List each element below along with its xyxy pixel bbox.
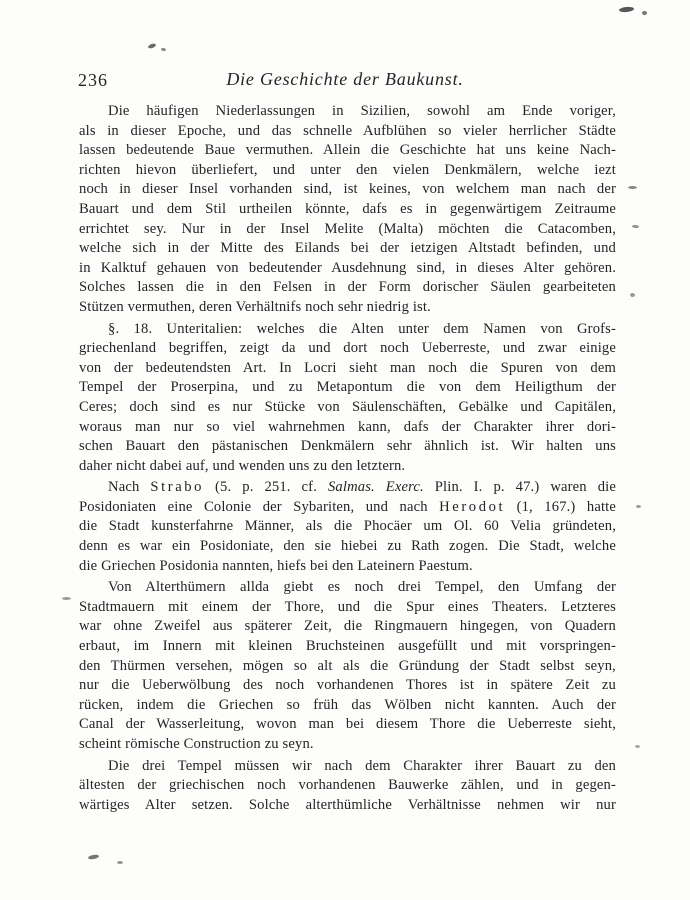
text-line: Die häufigen Niederlassungen in Sizilien, sowohl am Ende voriger, [108, 103, 616, 119]
paragraph [79, 478, 616, 576]
paragraph [79, 757, 616, 816]
scan-speckle [630, 293, 635, 297]
text-line: Ceres; doch sind es nur Stücke von Säulenschäften, Gebälke und Capitälen, [79, 398, 616, 415]
italic-citation: Salmas. Exerc. [327, 479, 424, 496]
text-line: in Kalktuf gehauen von bedeutender Ausdehnung sind, in dieses Alter gehören. [79, 259, 616, 276]
text-line: war ohne Zweifel aus späterer Zeit, die Ringmauern hingegen, von Quadern [79, 618, 616, 635]
text-line: daher nicht dabei auf, und wenden uns zu den letztern. [79, 457, 406, 474]
text-line: griechenland begriffen, zeigt da und dort noch Ueberreste, und zwar einige [79, 340, 616, 357]
text-line: den Thürmen versehen, mögen so alt als die Gründung der Stadt selbst seyn, [79, 657, 616, 674]
text-line: erbaut, im Innern mit kleinen Bruchsteinen ausgefüllt und mit vorspringen- [79, 638, 616, 655]
text-line: Stadtmauern mit einem der Thore, und die Spur eines Theaters. Letzteres [79, 598, 616, 615]
scan-speckle [62, 597, 71, 600]
text-line: als in dieser Epoche, und das schnelle Aufblühen so vieler herrlicher Städte [79, 122, 616, 139]
text-line: errichtet sey. Nur in der Insel Melite (Malta) möchten die Catacomben, [79, 220, 616, 237]
text-line: welche sich in der Mitte des Eilands bei der ietzigen Altstadt befinden, und [79, 240, 616, 257]
scan-speckle [636, 505, 641, 508]
text-line: ältesten der griechischen noch vorhandenen Bauwerke zählen, und in gegen- [79, 777, 616, 794]
scan-speckle [642, 11, 647, 15]
text-line: Von Alterthümern allda giebt es noch drei Tempel, den Umfang der [108, 579, 616, 596]
text-line: nur die Ueberwölbung des noch vorhandenen Thores ist in spätere Zeit zu [79, 677, 616, 694]
scan-speckle [88, 854, 100, 860]
letterspaced-name: Strabo [150, 479, 205, 496]
text-line: wärtiges Alter setzen. Solche alterthümliche Verhältnisse nehmen wir nur [79, 796, 616, 813]
text-line: Posidoniaten eine Colonie der Sybariten, und nach Herodot (1, 167.) hatte [79, 498, 616, 515]
text-line: §. 18. Unteritalien: welches die Alten unter dem Namen von Grofs- [108, 320, 616, 337]
text-line: von der bedeutendsten Art. In Locri sieht man noch die Spuren von dem [79, 359, 616, 376]
paragraph [79, 320, 616, 477]
scan-speckle [628, 186, 637, 189]
text-line: denn es war ein Posidoniate, den sie hiebei zu Rath zogen. Die Stadt, welche [79, 538, 616, 555]
text-line: scheint römische Construction zu seyn. [79, 736, 314, 752]
paragraph [79, 578, 616, 754]
scan-speckle [148, 43, 157, 49]
text-line: Tempel der Proserpina, und zu Metapontum die von dem Heiligthum der [79, 379, 616, 396]
scan-speckle [632, 225, 639, 229]
page-body [79, 102, 616, 815]
text-line: richten hievon überliefert, und unter den vielen Denkmälern, welche iezt [79, 161, 616, 178]
scan-speckle [161, 48, 166, 52]
text-line: noch in dieser Insel vorhanden sind, ist keines, von welchem man nach der [79, 181, 616, 198]
text-line: Canal der Wasserleitung, wovon man bei diesem Thore die Ueberreste sieht, [79, 716, 616, 733]
text-line: die Stadt kunsterfahrne Männer, als die Phocäer um Ol. 60 Velia gründeten, [79, 518, 616, 535]
paragraph [79, 102, 616, 318]
text-line: Nach Strabo (5. p. 251. cf. Salmas. Exerc. Plin. I. p. 47.) waren die [108, 479, 616, 496]
page-number: 236 [78, 70, 108, 90]
text-line: Solches lassen die in den Felsen in der Form dorischer Säulen gearbeiteten [79, 279, 616, 296]
text-line: die Griechen Posidonia nannten, hiefs bei den Lateinern Paestum. [79, 557, 473, 574]
text-line: schen Bauart den pästanischen Denkmälern sehr ähnlich ist. Wir halten uns [79, 438, 616, 455]
scan-speckle [619, 6, 634, 12]
text-line: woraus man nur so viel wahrnehmen kann, dafs der Charakter ihrer dori- [79, 418, 616, 435]
text-line: Stützen vermuthen, deren Verhältnifs noch sehr niedrig ist. [79, 298, 431, 315]
letterspaced-name: Herodot [439, 498, 506, 515]
text-line: lassen bedeutende Baue vermuthen. Allein die Geschichte hat uns keine Nach- [79, 142, 616, 159]
scan-speckle [117, 861, 123, 864]
text-line: Bauart und dem Stil urtheilen könnte, dafs es in gegenwärtigem Zeitraume [79, 200, 616, 217]
running-title: Die Geschichte der Baukunst. [226, 69, 464, 89]
text-line: Die drei Tempel müssen wir nach dem Charakter ihrer Bauart zu den [108, 757, 616, 774]
text-line: rücken, indem die Griechen so früh das Wölben nicht kannten. Auch der [79, 696, 616, 713]
scan-speckle [635, 745, 640, 748]
